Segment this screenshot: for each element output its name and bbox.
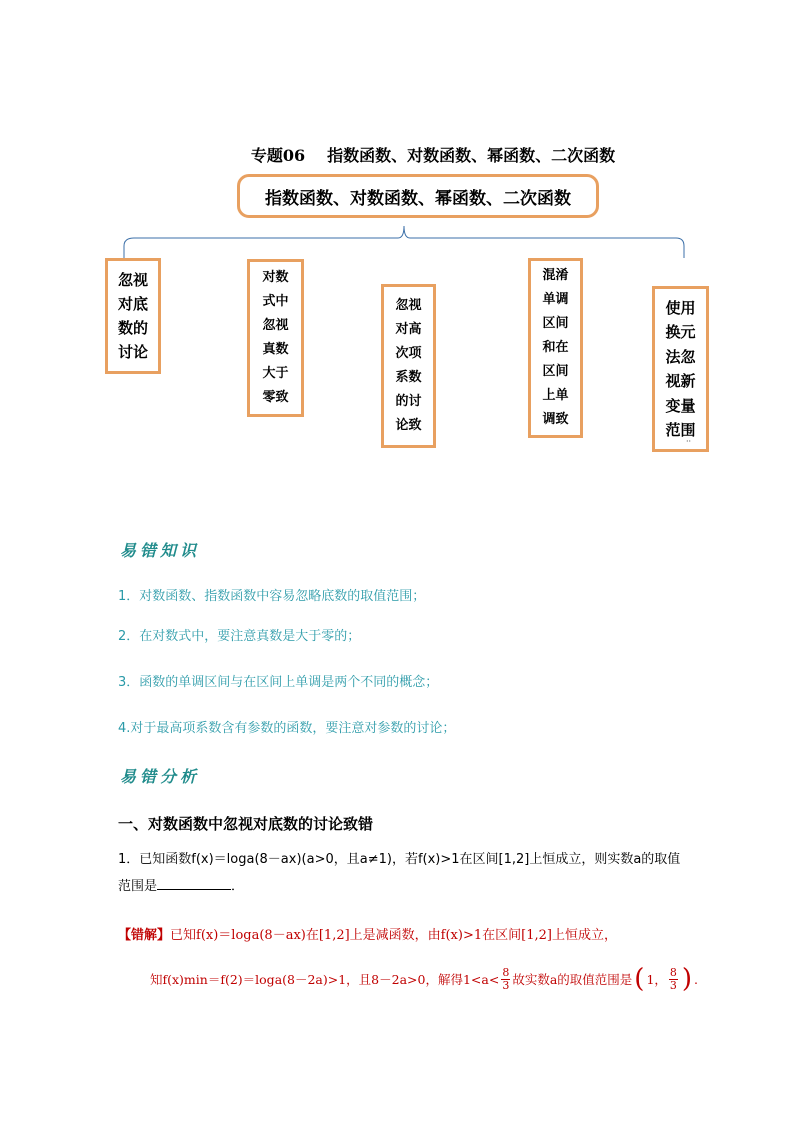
- tree-node-5: [652, 286, 709, 452]
- solution-text: 故实数a的取值范围是: [512, 972, 633, 987]
- node-text: 系数: [395, 370, 422, 385]
- tree-node-2: [247, 259, 304, 417]
- node-text: 使用: [665, 298, 696, 317]
- wrong-solution-tag: 【错解】: [118, 928, 171, 943]
- problem-statement: [118, 846, 688, 900]
- node-text: 视新: [665, 372, 696, 390]
- topic-number: 专题06: [250, 146, 306, 165]
- subsection-heading: 一、对数函数中忽视对底数的讨论致错: [118, 815, 374, 833]
- left-paren: (: [634, 964, 645, 994]
- section-heading-analysis: 易错分析: [120, 767, 201, 786]
- problem-end: ．: [231, 879, 245, 894]
- fraction-denominator: 3: [502, 978, 510, 992]
- tree-root-label: 指数函数、对数函数、幂函数、二次函数: [265, 188, 571, 209]
- wrong-solution-line-1: [118, 924, 617, 943]
- fraction: [501, 967, 510, 992]
- node-text: 调致: [542, 412, 569, 427]
- tree-brace: [124, 226, 684, 258]
- node-text: 零致: [262, 390, 289, 405]
- node-text: 式中: [262, 294, 289, 309]
- topic-name: 指数函数、对数函数、幂函数、二次函数: [327, 146, 616, 165]
- node-text: 忽视: [117, 271, 148, 289]
- node-text: 讨论: [117, 343, 148, 361]
- node-text: 变量: [665, 396, 696, 415]
- solution-text: 知f(x)min＝f(2)＝loga(8－2a)>1，且8－2a>0，解得1<a<: [150, 972, 500, 987]
- node-text: 对高: [395, 322, 422, 337]
- fraction: [669, 967, 678, 992]
- node-text: 和在: [542, 340, 569, 355]
- knowledge-item: 4.对于最高项系数含有参数的函数，要注意对参数的讨论；: [118, 721, 456, 736]
- wrong-solution-line-2: [150, 966, 698, 992]
- problem-text: 1．已知函数f(x)＝loga(8－ax)(a>0，且a≠1)，若f(x)>1在区间[1,2]上恒成立，则实数a的取值范围是: [118, 852, 681, 894]
- node-text: 法忽: [665, 347, 696, 366]
- answer-blank: [157, 875, 231, 890]
- node-text: 区间: [542, 364, 569, 379]
- node-text: 对数: [262, 270, 289, 285]
- fraction-denominator: 3: [669, 978, 677, 992]
- node-trailing-mark: ··: [686, 437, 692, 446]
- node-text: 数的: [117, 319, 148, 337]
- right-paren: ): [681, 964, 693, 994]
- knowledge-item: 2．在对数式中，要注意真数是大于零的；: [118, 629, 361, 644]
- solution-end: .: [694, 971, 699, 987]
- node-text: 忽视: [262, 318, 289, 333]
- fraction-numerator: 8: [502, 965, 510, 979]
- tree-node-4: [528, 258, 583, 438]
- node-text: 上单: [542, 388, 569, 403]
- node-text: 对底: [117, 295, 148, 313]
- node-text: 忽视: [395, 298, 422, 313]
- tree-node-1: [105, 258, 161, 374]
- range-left: 1，: [646, 972, 667, 987]
- tree-node-3: [381, 284, 436, 448]
- section-heading-knowledge: 易错知识: [120, 541, 201, 560]
- tree-root-box: [237, 174, 599, 218]
- knowledge-item: 1．对数函数、指数函数中容易忽略底数的取值范围；: [118, 589, 426, 604]
- tree-connector-lines: [0, 0, 794, 300]
- node-text: 论致: [395, 418, 422, 433]
- node-text: 换元: [665, 323, 696, 341]
- node-text: 区间: [542, 316, 569, 331]
- node-text: 混淆: [542, 268, 569, 283]
- node-text: 次项: [395, 346, 422, 361]
- node-text: 大于: [262, 366, 289, 381]
- wrong-solution-text: 已知f(x)＝loga(8－ax)在[1,2]上是减函数，由f(x)>1在区间[1,2]上恒成立，: [170, 928, 617, 943]
- fraction-numerator: 8: [669, 965, 677, 979]
- knowledge-item: 3．函数的单调区间与在区间上单调是两个不同的概念；: [118, 675, 439, 690]
- node-text: 范围: [665, 421, 696, 439]
- node-text: 的讨: [395, 394, 422, 409]
- node-text: 真数: [262, 342, 289, 357]
- node-text: 单调: [542, 292, 569, 307]
